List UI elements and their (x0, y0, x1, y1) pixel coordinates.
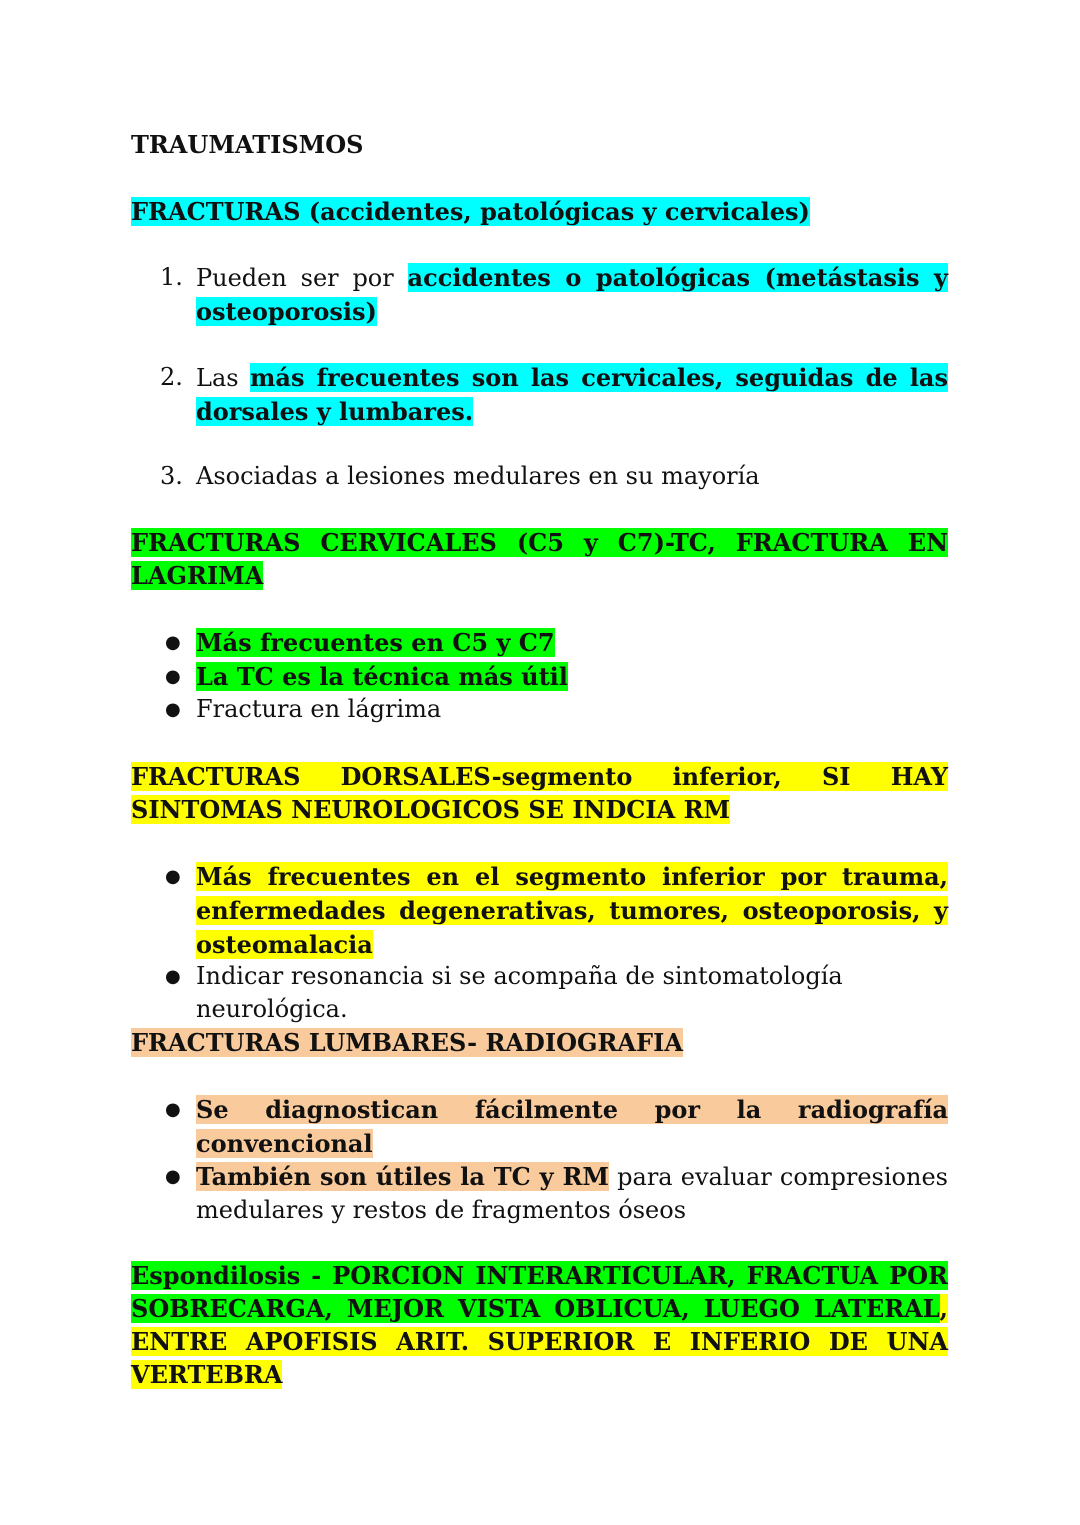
numbered-item-1 (160, 261, 948, 329)
item-highlight-text: más frecuentes son las cervicales, seguidas de las dorsales y lumbares. (196, 363, 948, 426)
section-heading-espondilosis (131, 1259, 948, 1391)
item-highlight-text: Más frecuentes en el segmento inferior por trauma, enfermedades degenerativas, tumores, osteoporosis, y osteomalacia (196, 862, 948, 959)
item-highlight-text: La TC es la técnica más útil (196, 662, 568, 691)
section-heading-cervicales (131, 526, 948, 592)
bullet-item (165, 626, 948, 660)
bullet-item (165, 960, 948, 1026)
bullet-icon: ● (165, 1166, 181, 1187)
page-title: TRAUMATISMOS (131, 130, 364, 159)
numbered-item-3 (160, 460, 948, 493)
section-heading-cervicales-text: FRACTURAS CERVICALES (C5 y C7)-TC, FRACTURA EN LAGRIMA (131, 528, 948, 590)
item-highlight-text: Se diagnostican fácilmente por la radiografía convencional (196, 1095, 948, 1158)
bullet-icon: ● (165, 666, 181, 687)
item-plain-text: Las (196, 364, 251, 392)
list-number: 1. (160, 263, 183, 291)
item-highlight-text: También son útiles la TC y RM (196, 1162, 609, 1191)
item-plain-text: Asociadas a lesiones medulares en su mayoría (196, 462, 760, 490)
bullet-item (165, 660, 948, 694)
bullet-icon: ● (165, 699, 181, 720)
item-plain-text: Indicar resonancia si se acompaña de sintomatología neurológica. (196, 962, 843, 1023)
list-number: 2. (160, 363, 183, 391)
item-plain-text: Fractura en lágrima (196, 695, 442, 723)
section-heading-dorsales (131, 760, 948, 826)
bullet-icon: ● (165, 966, 181, 987)
bullet-item (165, 860, 948, 962)
section-heading-dorsales-text: FRACTURAS DORSALES-segmento inferior, SI HAY SINTOMAS NEUROLOGICOS SE INDCIA RM (131, 762, 948, 824)
bullet-item (165, 693, 948, 726)
section-heading-espondilosis-yellow: , ENTRE APOFISIS ARIT. SUPERIOR E INFERIO DE UNA VERTEBRA (131, 1294, 948, 1389)
section-heading-espondilosis-green: Espondilosis - PORCION INTERARTICULAR, FRACTUA POR SOBRECARGA, MEJOR VISTA OBLICUA, LUEGO LATERAL (131, 1261, 948, 1323)
section-heading-fracturas-text: FRACTURAS (accidentes, patológicas y cervicales) (131, 197, 810, 226)
bullet-item (165, 1160, 948, 1227)
bullet-icon: ● (165, 866, 181, 887)
bullet-icon: ● (165, 1099, 181, 1120)
item-highlight-text: Más frecuentes en C5 y C7 (196, 628, 555, 657)
section-heading-lumbares-text: FRACTURAS LUMBARES- RADIOGRAFIA (131, 1028, 683, 1057)
list-number: 3. (160, 462, 183, 490)
bullet-icon: ● (165, 632, 181, 653)
bullet-item (165, 1093, 948, 1161)
item-plain-text: para evaluar compresiones medulares y restos de fragmentos óseos (196, 1163, 948, 1224)
numbered-item-2 (160, 361, 948, 429)
section-heading-fracturas (131, 195, 948, 228)
section-heading-lumbares (131, 1026, 948, 1059)
item-plain-text: Pueden ser por (196, 264, 408, 292)
item-highlight-text: accidentes o patológicas (metástasis y osteoporosis) (196, 263, 948, 326)
